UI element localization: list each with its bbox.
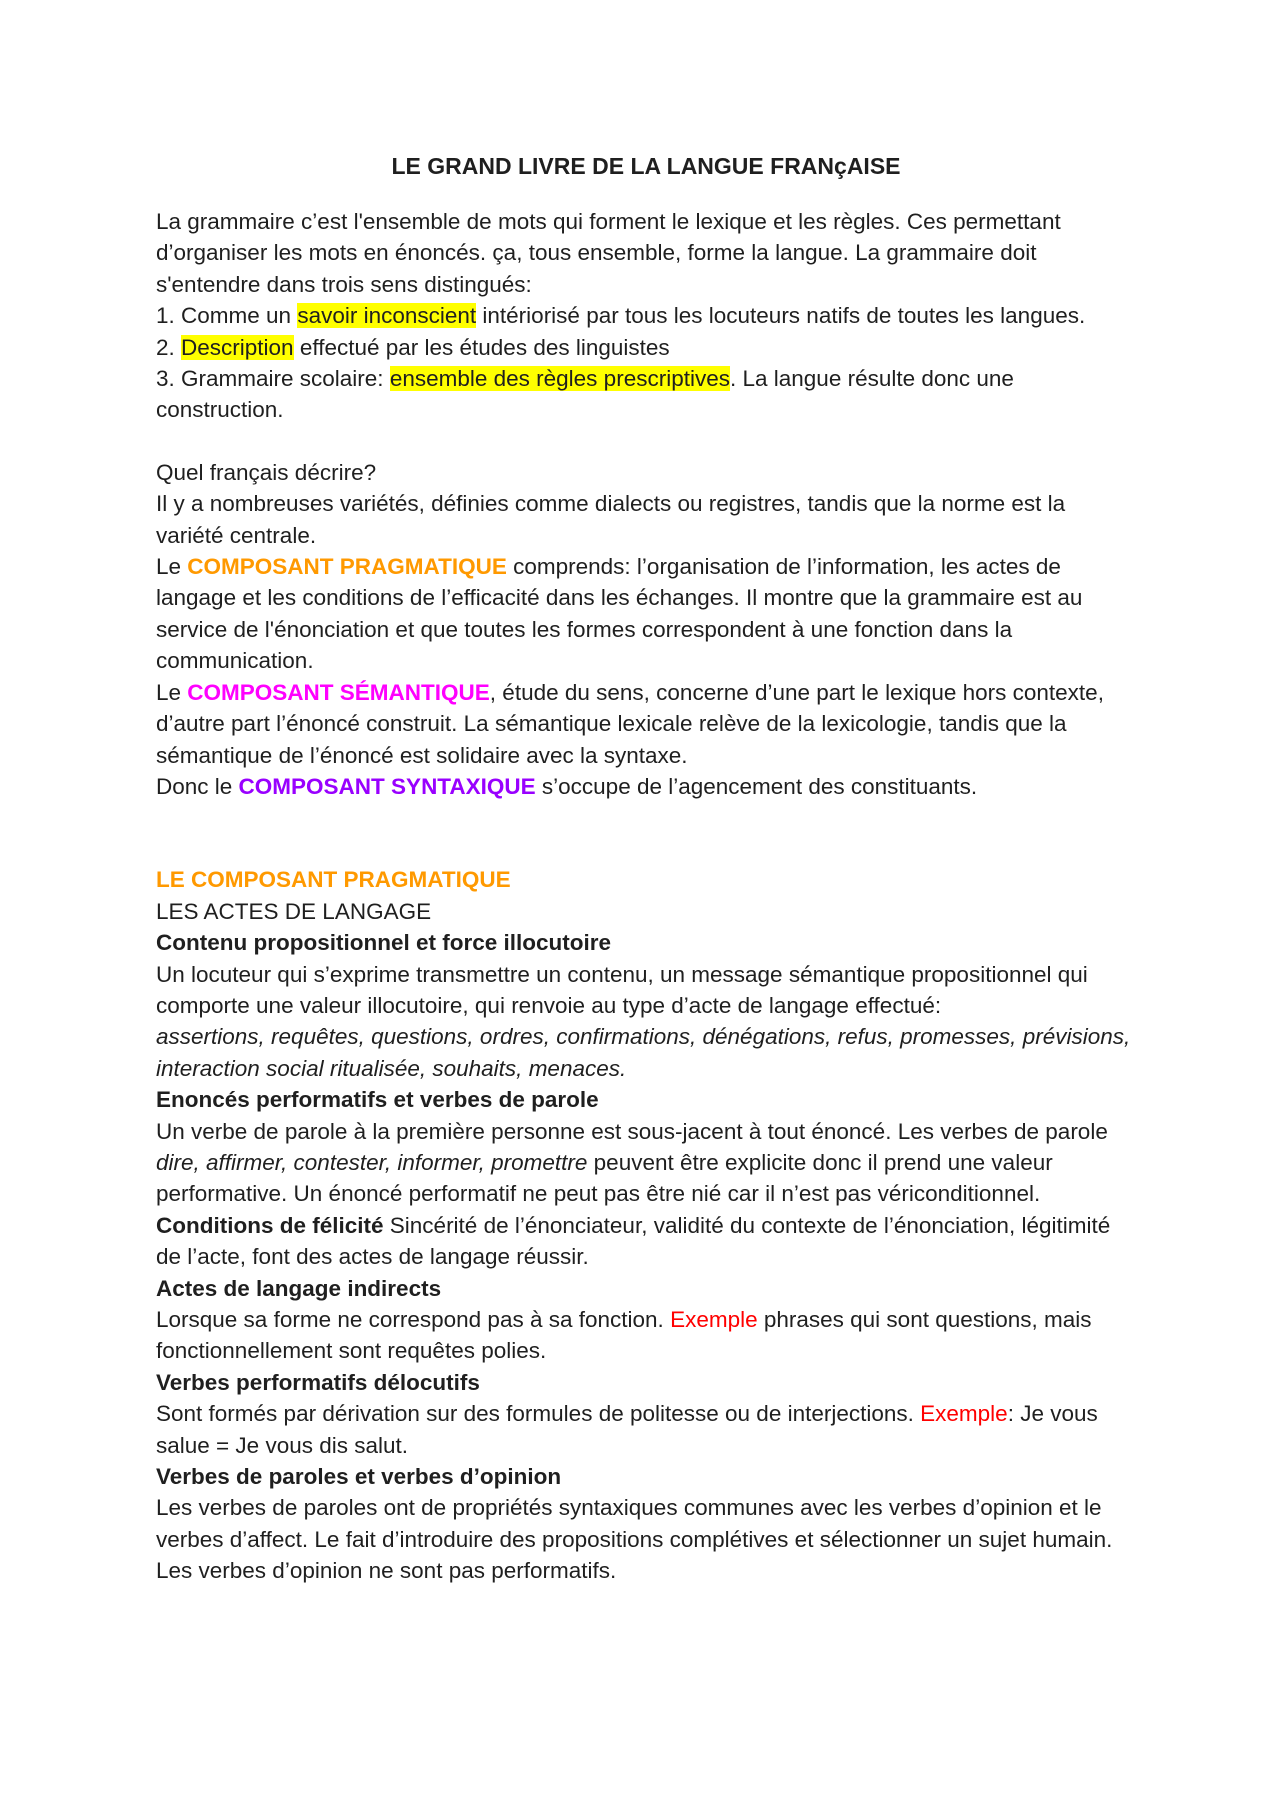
paragraph-actes-indirects [156,1304,1136,1367]
list-item-2 [156,332,1136,363]
paragraph-enonces [156,1116,1136,1210]
list-item-2-prefix: 2. [156,334,182,360]
example-label: Exemple [920,1401,1008,1427]
heading-actes-indirects: Actes de langage indirects [156,1275,442,1301]
pragmatique-paragraph [156,551,1136,677]
intro-text: La grammaire c’est l'ensemble de mots qui forment le lexique et les règles. Ces permettant d’organiser les mots en énoncés. ça, tous ensemble, forme la langue. La grammaire doit s'entendre dans trois sens distingués: [156,209,1061,297]
paragraph-actes-indirects-text-2: phrases qui sont questions, mais fonctionnellement sont requêtes polies. [156,1307,1092,1364]
question-line: Quel français décrire? [156,459,377,485]
document-page [156,150,1136,1587]
highlight-regles-prescriptives: ensemble des règles prescriptives [389,366,730,392]
heading-verbes-delocutifs: Verbes performatifs délocutifs [156,1369,480,1395]
highlight-savoir-inconscient: savoir inconscient [297,303,477,329]
paragraph-enonces-text-2: peuvent être explicite donc il prend une valeur performative. Un énoncé performatif ne peut pas être nié car il n’est pas vériconditionnel. [156,1149,1053,1207]
document-title: LE GRAND LIVRE DE LA LANGUE FRANçAISE [391,153,901,179]
intro-paragraph [156,206,1136,300]
list-item-3 [156,363,1136,426]
varieties-paragraph: Il y a nombreuses variétés, définies comme dialects ou registres, tandis que la norme est la variété centrale. [156,491,1066,548]
semantique-prefix: Le [156,679,188,705]
syntaxique-paragraph [156,771,1136,802]
paragraph-actes-indirects-text: Lorsque sa forme ne correspond pas à sa fonction. [156,1307,671,1332]
pragmatique-text: comprends: l’organisation de l’information, les actes de langage et les conditions de l’efficacité dans les échanges. Il montre que la grammaire est au service de l'énonciation et que toutes les formes correspondent à une fonction dans la communication. [156,554,1083,674]
paragraph-delocutifs [156,1398,1136,1461]
paragraph-enonces-text: Un verbe de parole à la première personne est sous-jacent à tout énoncé. Les verbes de parole [156,1118,1108,1144]
list-item-3-prefix: 3. Grammaire scolaire: [156,366,390,392]
heading-enonces-performatifs: Enoncés performatifs et verbes de parole [156,1087,599,1113]
paragraph-conditions-text: Sincérité de l’énonciateur, validité du contexte de l’énonciation, légitimité de l’acte, font des actes de langage réussir. [156,1212,1111,1270]
section-subtitle: LES ACTES DE LANGAGE [156,898,432,924]
example-label: Exemple [670,1307,758,1332]
paragraph-delocutifs-text-2: : Je vous salue = Je vous dis salut. [156,1401,1098,1458]
term-composant-pragmatique: COMPOSANT PRAGMATIQUE [187,554,507,580]
heading-conditions-felicite: Conditions de félicité [156,1212,384,1238]
semantique-paragraph [156,677,1136,771]
spacer [156,802,1136,864]
highlight-description: Description [181,334,294,360]
spacer [156,426,1136,457]
list-item-3-text: . La langue résulte donc une construction. [156,366,1014,423]
term-composant-semantique: COMPOSANT SÉMANTIQUE [187,679,490,705]
semantique-text: , étude du sens, concerne d’une part le lexique hors contexte, d’autre part l’énoncé construit. La sémantique lexicale relève de la lexicologie, tandis que la sémantique de l’énoncé est solidaire avec la syntaxe. [156,679,1104,768]
list-item-1-text: intériorisé par tous les locuteurs natifs de toutes les langues. [476,303,1086,329]
heading-contenu-propositionnel: Contenu propositionnel et force illocutoire [156,930,612,956]
paragraph-contenu-examples: assertions, requêtes, questions, ordres, confirmations, dénégations, refus, promesses, prévisions, interaction social ritualisée, souhaits, menaces. [156,1024,1131,1081]
term-composant-syntaxique: COMPOSANT SYNTAXIQUE [238,773,536,799]
syntaxique-prefix: Donc le [156,773,239,799]
list-item-1-prefix: 1. Comme un [156,303,298,329]
verbes-de-parole-list: dire, affirmer, contester, informer, promettre [156,1149,588,1175]
paragraph-verbes-opinion: Les verbes de paroles ont de propriétés syntaxiques communes avec les verbes d’opinion et le verbes d’affect. Le fait d’introduire des propositions complétives et sélectionner un sujet humain. Les verbes d’opinion ne sont pas performatifs. [156,1495,1113,1584]
paragraph-contenu: Un locuteur qui s’exprime transmettre un contenu, un message sémantique propositionnel qui comporte une valeur illocutoire, qui renvoie au type d’acte de langage effectué: [156,961,1088,1018]
syntaxique-text: s’occupe de l’agencement des constituants. [535,773,978,799]
heading-verbes-opinion: Verbes de paroles et verbes d’opinion [156,1464,562,1490]
section-title: LE COMPOSANT PRAGMATIQUE [156,867,511,893]
paragraph-delocutifs-text: Sont formés par dérivation sur des formules de politesse ou de interjections. [156,1401,921,1427]
pragmatique-prefix: Le [156,554,188,580]
list-item-2-text: effectué par les études des linguistes [293,334,670,360]
list-item-1 [156,300,1136,331]
paragraph-conditions [156,1210,1136,1273]
